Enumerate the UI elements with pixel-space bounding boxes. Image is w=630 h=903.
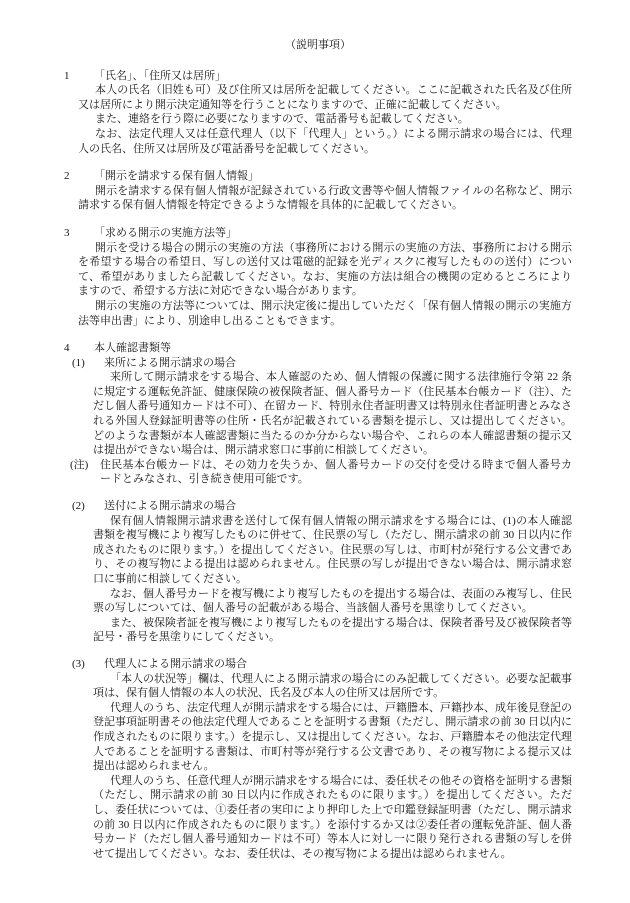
paragraph: 本人の氏名（旧姓も可）及び住所又は居所を記載してください。ここに記載された氏名及び住所又は居所により開示決定通知等を行うことになりますので、正確に記載してください。 — [78, 84, 572, 111]
section-3-body — [78, 241, 572, 329]
section-2-header — [64, 169, 572, 184]
section-title: 「開示を請求する保有個人情報」 — [94, 170, 259, 183]
paragraph: 開示を受ける場合の開示の実施の方法（事務所における開示の実施の方法、事務所における開示を希望する場合の希望日、写しの送付又は電磁的記録を光ディスクに複写したものの送付）について、希望がありましたら記載してください。なお、実施の方法は組合の機関の定めるところによりますので、希望する方法に対応できない場合があります。 — [78, 241, 572, 298]
section-number: 4 — [64, 342, 70, 355]
subsection-title: 送付による開示請求の場合 — [104, 500, 236, 513]
note-label: (注) — [70, 458, 89, 471]
section-title: 本人確認書類等 — [94, 342, 171, 355]
section-4-header — [64, 341, 572, 356]
paragraph: 開示を請求する保有個人情報が記録されている行政文書等や個人情報ファイルの名称など、開示請求する保有個人情報を特定できるような情報を具体的に記載してください。 — [78, 184, 572, 212]
subsection-1-body — [93, 370, 572, 458]
section-number: 1 — [64, 69, 70, 82]
subsection-label: (2) — [72, 500, 85, 513]
paragraph: 開示の実施の方法等については、開示決定後に提出していただく「保有個人情報の開示の実施方法等申出書」により、別途申し出ることもできます。 — [78, 299, 572, 327]
paragraph: 保有個人情報開示請求書を送付して保有個人情報の開示請求をする場合には、(1)の本人確認書類を複写機により複写したものに併せて、住民票の写し（ただし、開示請求の前 30 日以内に作成されたものに限ります。）を提出してください。住民票の写しは、市町村が発行する公文書であり、その複写物による提出は認められません。住民票の写しが提出できない場合は、開示請求窓口に事前に相談してください。 — [93, 514, 572, 585]
doc-title: （説明事項） — [285, 39, 351, 51]
subsection-3-header — [72, 657, 572, 672]
paragraph: なお、法定代理人又は任意代理人（以下「代理人」という。）による開示請求の場合には、代理人の氏名、住所又は居所及び電話番号を記載してください。 — [78, 127, 572, 155]
section-title: 「氏名」、「住所又は居所」 — [94, 69, 226, 82]
subsection-2-header — [72, 499, 572, 514]
subsection-3-body — [93, 672, 572, 862]
paragraph: 来所して開示請求をする場合、本人確認のため、個人情報の保護に関する法律施行令第 22 条に規定する運転免許証、健康保険の被保険者証、個人番号カード（住民基本台帳カード（注）、ただし個人番号通知カードは不可）、在留カード、特別永住者証明書又は特別永住者証明書とみなされる外国人登録証明書等の住所・氏名が記載されている書類を提示し、又は提出してください。どのような書類が本人確認書類に当たるのか分からない場合や、これらの本人確認書類の提示又は提出ができない場合は、開示請求窓口に事前に相談してください。 — [93, 371, 572, 457]
paragraph: 「本人の状況等」欄は、代理人による開示請求の場合にのみ記載してください。必要な記載事項は、保有個人情報の本人の状況、氏名及び本人の住所又は居所です。 — [93, 672, 572, 700]
section-3 — [64, 226, 572, 328]
subsection-1 — [64, 356, 572, 487]
section-3-header — [64, 226, 572, 241]
section-2-body — [78, 184, 572, 213]
section-1-header — [64, 69, 572, 84]
paragraph: また、被保険者証を複写機により複写したものを提出する場合は、保険者番号及び被保険者等記号・番号を黒塗りにしてください。 — [93, 616, 572, 644]
paragraph: 代理人のうち、法定代理人が開示請求をする場合には、戸籍謄本、戸籍抄本、成年後見登記の登記事項証明書その他法定代理人であることを証明する書類（ただし、開示請求の前 30 日以内に作成されたものに限ります。）を提示し、又は提出してください。なお、戸籍謄本その他法定代理人であることを証明する書類は、市町村等が発行する公文書であり、その複写物による提示又は提出は認められません。 — [93, 701, 572, 773]
subsection-3 — [64, 657, 572, 861]
subsection-1-header — [72, 356, 572, 371]
subsection-2-body — [93, 514, 572, 645]
subsection-title: 来所による開示請求の場合 — [104, 356, 236, 369]
note — [70, 458, 572, 487]
subsection-2 — [64, 499, 572, 645]
note-text: 住民基本台帳カードは、その効力を失うか、個人番号カードの交付を受ける時まで個人番号カードとみなされ、引き続き使用可能です。 — [100, 458, 572, 486]
section-number: 3 — [64, 226, 70, 239]
paragraph: 代理人のうち、任意代理人が開示請求をする場合には、委任状その他その資格を証明する書類（ただし、開示請求の前 30 日以内に作成されたものに限ります。）を提出してください。ただし、委任状については、①委任者の実印により押印した上で印鑑登録証明書（ただし、開示請求の前 30 日以内に作成されたものに限ります。）を添付するか又は②委任者の運転免許証、個人番号カード（ただし個人番号通知カードは不可）等本人に対し一に限り発行される書類の写しを併せて提出してください。なお、委任状は、その複写物による提出は認められません。 — [93, 774, 572, 860]
section-1-body — [78, 83, 572, 156]
section-1 — [64, 69, 572, 157]
paragraph: また、連絡を行う際に必要になりますので、電話番号も記載してください。 — [95, 113, 469, 126]
section-title: 「求める開示の実施方法等」 — [94, 226, 237, 239]
section-2 — [64, 169, 572, 213]
subsection-title: 代理人による開示請求の場合 — [104, 657, 247, 670]
subsection-label: (1) — [72, 356, 85, 369]
section-number: 2 — [64, 170, 70, 183]
section-4 — [64, 341, 572, 861]
paragraph: なお、個人番号カードを複写機により複写したものを提出する場合は、表面のみ複写し、住民票の写しについては、個人番号の記載がある場合、当該個人番号を黒塗りしてください。 — [93, 587, 572, 615]
subsection-label: (3) — [72, 657, 85, 670]
